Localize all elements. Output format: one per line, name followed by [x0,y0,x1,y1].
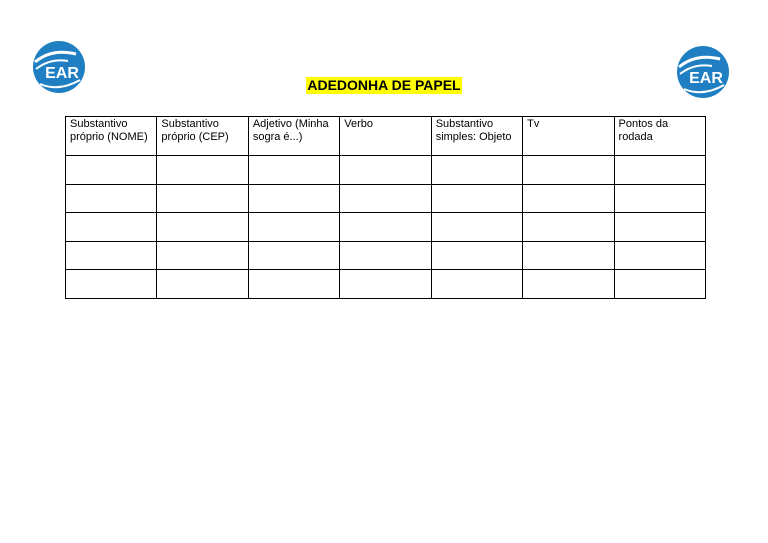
table-cell [248,184,339,213]
table-row [66,184,706,213]
table-cell [431,213,522,242]
table-cell [431,184,522,213]
table-cell [340,270,431,299]
table-cell [340,213,431,242]
adedonha-table [65,116,706,299]
table-cell [66,184,157,213]
header-cell: Adjetivo (Minha sogra é...) [248,117,339,156]
table-cell [248,241,339,270]
table-cell [157,213,248,242]
title-container [0,77,768,95]
header-cell: Substantivo próprio (NOME) [66,117,157,156]
table-cell [431,156,522,185]
table-cell [66,241,157,270]
logo-text: EAR [689,70,723,87]
header-cell: Verbo [340,117,431,156]
table-cell [614,156,705,185]
table-cell [523,241,614,270]
table-cell [157,156,248,185]
table-cell [614,213,705,242]
table-cell [431,241,522,270]
table-cell [157,270,248,299]
header-cell: Substantivo simples: Objeto [431,117,522,156]
page-title: ADEDONHA DE PAPEL [307,77,461,93]
table-row [66,213,706,242]
table-cell [614,184,705,213]
table-cell [248,270,339,299]
table-cell [523,270,614,299]
table-cell [523,156,614,185]
table-cell [340,184,431,213]
table-cell [614,241,705,270]
table-cell [523,184,614,213]
table-row [66,156,706,185]
logo-text: EAR [45,65,79,82]
table-cell [340,156,431,185]
table-cell [248,213,339,242]
header-row [66,117,706,156]
table-cell [614,270,705,299]
table-cell [157,241,248,270]
table-cell [157,184,248,213]
table-cell [431,270,522,299]
table-cell [523,213,614,242]
table-row [66,270,706,299]
header-cell: Tv [523,117,614,156]
table-cell [66,156,157,185]
table-cell [340,241,431,270]
table-cell [248,156,339,185]
table-cell [66,270,157,299]
header-cell: Pontos da rodada [614,117,705,156]
table-cell [66,213,157,242]
header-cell: Substantivo próprio (CEP) [157,117,248,156]
table-row [66,241,706,270]
